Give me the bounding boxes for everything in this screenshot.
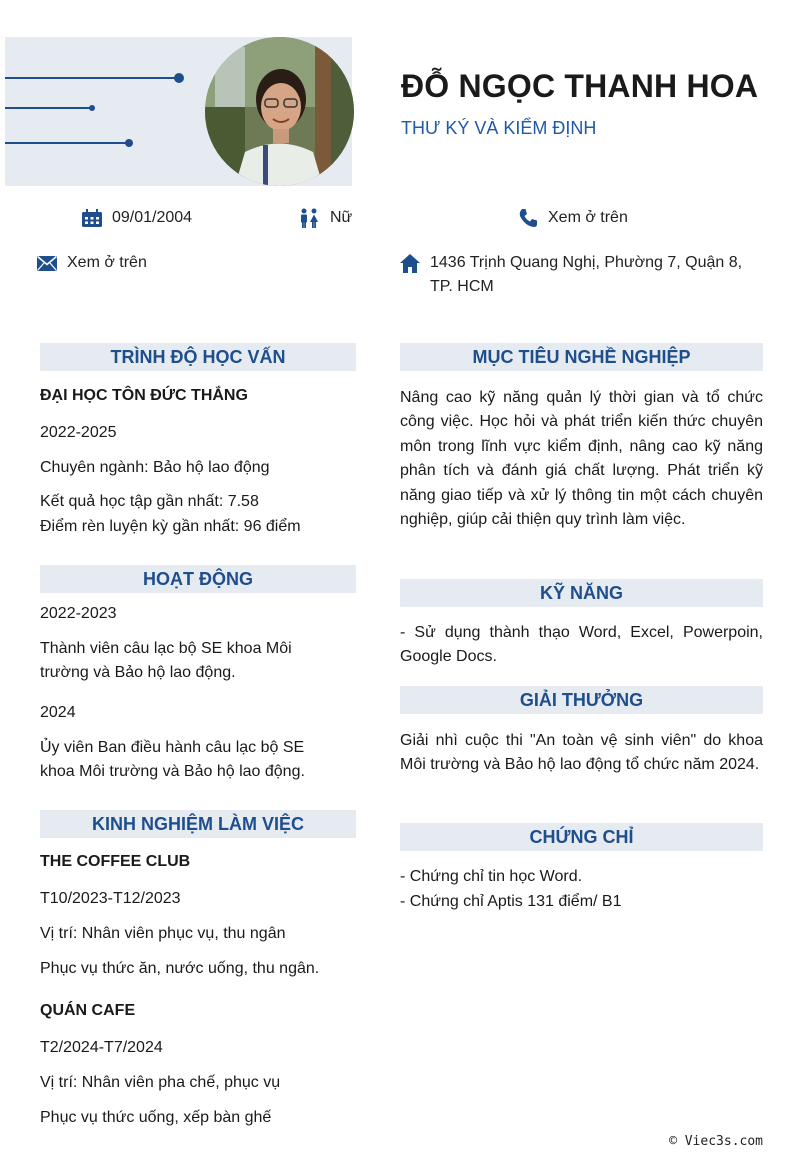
job-title: THƯ KÝ VÀ KIỂM ĐỊNH (401, 118, 597, 138)
email-text: Xem ở trên (67, 254, 147, 271)
company-name: QUÁN CAFE (40, 1002, 136, 1019)
decorative-dot (89, 105, 95, 111)
job-description: Phục vụ thức uống, xếp bàn ghế (40, 1109, 272, 1126)
decorative-dot (125, 139, 133, 147)
gender-info (300, 206, 352, 230)
objective-text: Nâng cao kỹ năng quản lý thời gian và tổ chức công việc. Học hỏi và phát triển kiến thức chuyên môn trong lĩnh vực kiểm định, nâng cao kỹ năng phân tích và đánh giá chất lượng. Phát triển kỹ năng giao tiếp và xử lý thông tin một cách chuyên nghiệp, giúp cải thiện quy trình làm việc. (400, 389, 763, 529)
activity-description: Thành viên câu lạc bộ SE khoa Môi trường và Bảo hộ lao động. (40, 640, 292, 681)
email-info (37, 251, 147, 275)
email-icon (37, 251, 59, 275)
school-name: ĐẠI HỌC TÔN ĐỨC THẮNG (40, 387, 248, 404)
candidate-name: ĐỖ NGỌC THANH HOA (401, 68, 759, 104)
birthdate-info (82, 206, 192, 230)
awards-heading: GIẢI THƯỞNG (400, 686, 763, 714)
decorative-line (5, 142, 127, 144)
skills-heading: KỸ NĂNG (400, 579, 763, 607)
profile-photo (205, 37, 354, 186)
decorative-line (5, 107, 92, 109)
address-info (400, 251, 745, 299)
gender-text: Nữ (330, 209, 353, 226)
job-description: Phục vụ thức ăn, nước uống, thu ngân. (40, 960, 320, 977)
phone-text: Xem ở trên (548, 209, 628, 226)
education-major: Chuyên ngành: Bảo hộ lao động (40, 459, 270, 476)
certificates-heading: CHỨNG CHỈ (400, 823, 763, 851)
certificate-item: - Chứng chỉ Aptis 131 điểm/ B1 (400, 893, 622, 910)
certificate-item: - Chứng chỉ tin học Word. (400, 868, 583, 885)
job-position: Vị trí: Nhân viên phục vụ, thu ngân (40, 925, 286, 942)
job-position: Vị trí: Nhân viên pha chế, phục vụ (40, 1074, 281, 1091)
activity-period: 2022-2023 (40, 605, 117, 622)
objective-heading: MỤC TIÊU NGHỀ NGHIỆP (400, 343, 763, 371)
skills-text: - Sử dụng thành thạo Word, Excel, Powerpoin, Google Docs. (400, 624, 763, 666)
decorative-dot (174, 73, 184, 83)
footer-watermark: © Viec3s.com (669, 1134, 763, 1149)
education-heading: TRÌNH ĐỘ HỌC VẤN (40, 343, 356, 371)
phone-icon (518, 206, 540, 230)
gender-icon (300, 206, 322, 230)
job-period: T2/2024-T7/2024 (40, 1039, 163, 1056)
calendar-icon (82, 206, 104, 230)
education-period: 2022-2025 (40, 424, 117, 441)
decorative-line (5, 77, 178, 79)
activities-heading: HOẠT ĐỘNG (40, 565, 356, 593)
job-period: T10/2023-T12/2023 (40, 890, 181, 907)
awards-text: Giải nhì cuộc thi "An toàn vệ sinh viên" do khoa Môi trường và Bảo hộ lao động tổ chức năm 2024. (400, 732, 763, 774)
birthdate-text: 09/01/2004 (112, 209, 193, 226)
education-conduct: Điểm rèn luyện kỳ gần nhất: 96 điểm (40, 518, 301, 535)
activity-description: Ủy viên Ban điều hành câu lạc bộ SE khoa Môi trường và Bảo hộ lao động. (40, 739, 305, 780)
education-gpa: Kết quả học tập gần nhất: 7.58 (40, 493, 259, 510)
home-icon (400, 251, 422, 275)
company-name: THE COFFEE CLUB (40, 853, 191, 870)
phone-info (518, 206, 628, 230)
experience-heading: KINH NGHIỆM LÀM VIỆC (40, 810, 356, 838)
activity-period: 2024 (40, 704, 76, 721)
address-text: 1436 Trịnh Quang Nghị, Phường 7, Quận 8, TP. HCM (430, 254, 743, 295)
